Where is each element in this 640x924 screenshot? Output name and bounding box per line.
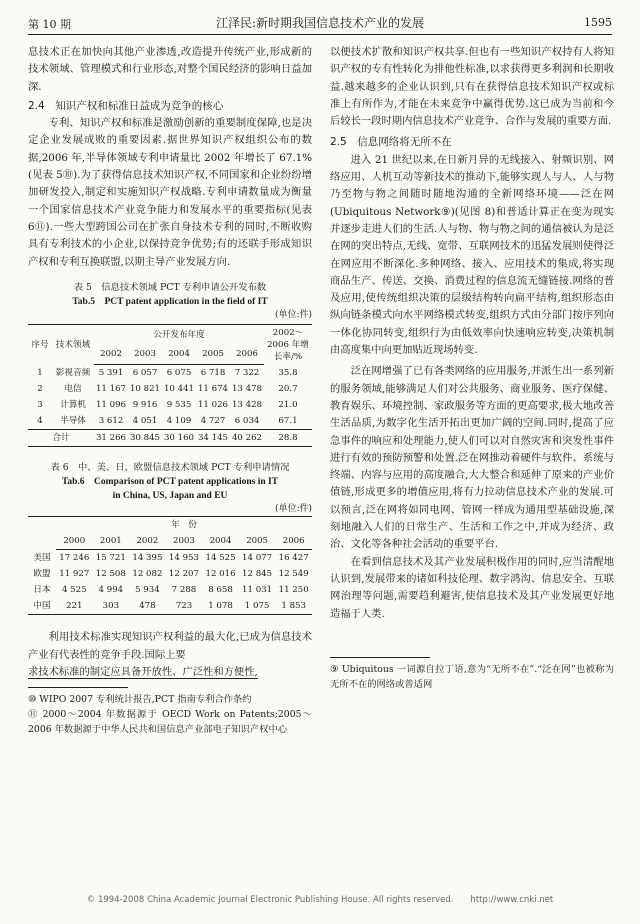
issue-number: 第 10 期 bbox=[28, 18, 71, 31]
table-cell: 4 bbox=[37, 416, 43, 427]
table-header-year: 2001 bbox=[93, 533, 130, 550]
table-cell: 8 658 bbox=[208, 585, 233, 596]
table-header-year: 2002 bbox=[94, 345, 128, 365]
table-row bbox=[28, 413, 312, 430]
section-heading-2-4: 2.4 知识产权和标准日益成为竞争的核心 bbox=[28, 99, 224, 112]
footnote-rule bbox=[28, 687, 128, 688]
table-cell: 3 612 bbox=[98, 416, 124, 427]
table-cell: 9 916 bbox=[132, 400, 158, 411]
table-cell: 影视音频 bbox=[55, 368, 91, 379]
table-cell: 半导体 bbox=[60, 416, 86, 427]
table-cell: 16 427 bbox=[278, 553, 309, 564]
table-header-year: 2004 bbox=[162, 345, 196, 365]
table-cell: 221 bbox=[56, 598, 93, 615]
table-cell: 14 953 bbox=[168, 553, 199, 564]
table-row bbox=[28, 381, 312, 397]
table-cell: 11 927 bbox=[59, 569, 90, 580]
right-column bbox=[330, 44, 614, 692]
table-caption-en: in China, US, Japan and EU bbox=[112, 491, 228, 502]
header-rule bbox=[28, 34, 612, 35]
paragraph: 泛在网增强了已有各类网络的应用服务,并派生出一系列新的服务领域,能够满足人们对公共服务、商业服务、医疗保健、教育娱乐、环境控制、家政服务等方面的更高要求,极大地改善生活品质,为数字化生活开拓出更加广阔的空间.同时,提高了应急事件的响应和处理能力,使人们可以对自然灾害和突发性事件进行有效的预防预警和处置.泛在网推动着硬件与软件、系统与终端、内容与应用的高度融合,大大整合和延伸了原来的产业价值链,形成更多的增值应用,将有力拉动信息技术产业的发展.可以预言,泛在网将如同电网、管网一样成为通用型基础设施,深刻地融入人们的日常生产、生活和工作之中,并成为经济、政治、文化等各种社会活动的重要平台. bbox=[330, 365, 614, 551]
table-row-total bbox=[28, 430, 312, 447]
paragraph: 利用技术标准实现知识产权利益的最大化,已成为信息技术产业有代表性的竞争手段.国际上要 bbox=[28, 631, 312, 661]
table-cell: 12 845 bbox=[242, 569, 273, 580]
table-cell: 4 051 bbox=[132, 416, 158, 427]
table-cell: 7 288 bbox=[171, 585, 197, 596]
table-cell: 1 bbox=[37, 368, 43, 379]
table-cell: 10 441 bbox=[163, 384, 195, 395]
table-cell: 4 994 bbox=[98, 585, 124, 596]
table-cell: 2 bbox=[37, 384, 43, 395]
table-header: 2002～2006 年增长率/% bbox=[264, 324, 312, 365]
table-cell: 7 322 bbox=[234, 368, 260, 379]
table-row bbox=[28, 582, 312, 598]
paragraph: 进入 21 世纪以来,在日新月异的无线接入、射频识别、网络应用、人机互动等新技术的推动下,能够实现人与人、人与物乃至物与物之间随时随地沟通的全新网络环境——泛在网(Ubiquitous Network⑨)(见图 8)和普适计算正在变为现实并逐步走进人们的生活.人与物、物与物之间的通信被认为是泛在网的突出特点,无线、宽带、互联网技术的迅猛发展则使得泛在网应用不断深化.多种网络、接入、应用技术的集成,将实现商品生产、传送、交换、消费过程的信息流无缝链接.网络的普及应用,使传统组织决策的层级结构转向扁平结构,组织形态由纵向链条模式向水平网络模式转变,组织方式由分部门按序列向一体化协同转变,组织行为由低效率向快速响应转变,决策机制由高度集中向更加贴近现场转变. bbox=[330, 153, 614, 357]
table-header-year: 2004 bbox=[202, 533, 239, 550]
table-6 bbox=[28, 461, 312, 615]
table-cell: 303 bbox=[93, 598, 130, 615]
table-row bbox=[28, 598, 312, 615]
table-cell: 中国 bbox=[28, 598, 56, 615]
table-cell: 17 246 bbox=[59, 553, 90, 564]
footnote: ⑩ WIPO 2007 专利统计报告,PCT 指南专利合作条约 bbox=[28, 694, 252, 706]
table-header-year: 2003 bbox=[128, 345, 162, 365]
table-caption: 表 5 信息技术领域 PCT 专利申请公开发布数 bbox=[73, 281, 267, 293]
table-cell: 10 821 bbox=[129, 384, 161, 395]
page-number: 1595 bbox=[584, 16, 612, 29]
paragraph: 在看到信息技术及其产业发展积极作用的同时,应当清醒地认识到,发展带来的诸如科技伦理、数字鸿沟、信息安全、互联网治理等问题,需要趋利避害,使信息技术及其产业发展更好地造福于人类. bbox=[330, 555, 614, 620]
table-row bbox=[28, 566, 312, 582]
table-cell: 欧盟 bbox=[33, 569, 51, 580]
table-caption: 表 6 中、美、日、欧盟信息技术领域 PCT 专利申请情况 bbox=[50, 462, 290, 474]
table-cell: 40 262 bbox=[230, 430, 264, 447]
table-header: 技术领域 bbox=[52, 324, 94, 365]
table-header-year: 2000 bbox=[56, 533, 93, 550]
table-cell: 35.8 bbox=[278, 368, 298, 379]
table-cell: 12 016 bbox=[205, 569, 236, 580]
table-header-year: 2005 bbox=[239, 533, 276, 550]
table-cell: 67.1 bbox=[278, 416, 298, 427]
footnote-rule bbox=[330, 657, 430, 658]
table-cell: 12 082 bbox=[132, 569, 163, 580]
table-cell: 11 031 bbox=[242, 585, 273, 596]
table-cell: 30 160 bbox=[162, 430, 196, 447]
table-row bbox=[28, 397, 312, 413]
table-cell: 12 508 bbox=[95, 569, 126, 580]
table-cell: 11 026 bbox=[197, 400, 229, 411]
table-header-year: 2003 bbox=[166, 533, 203, 550]
table-unit: (单位:件) bbox=[274, 309, 312, 320]
table-cell: 14 077 bbox=[242, 553, 273, 564]
paragraph-underlined: 求技术标准的制定应具备开放性、广泛性和方便性, bbox=[28, 665, 258, 678]
table-5 bbox=[28, 281, 312, 448]
table-cell: 14 525 bbox=[205, 553, 236, 564]
paragraph: 以便技术扩散和知识产权共享.但也有一些知识产权持有人将知识产权的专有性转化为排他性标准,以求获得更多利润和长期收益.越来越多的企业认识到,只有在获得信息技术知识产权或标准上有所作为,才能在未来竞争中赢得优势.这已成为当前和今后较长一段时期内信息技术产业竞争、合作与发展的重要方面. bbox=[330, 46, 614, 128]
table-cell: 30 845 bbox=[128, 430, 162, 447]
table-cell: 6 057 bbox=[132, 368, 158, 379]
table bbox=[28, 324, 312, 448]
footnote: ⑪ 2000～2004 年数据源于 OECD Work on Patents;2005～2006 年数据源于中华人民共和国信息产业部电子知识产权中心 bbox=[28, 709, 312, 736]
table-cell: 11 250 bbox=[278, 585, 309, 596]
table-cell: 34 145 bbox=[196, 430, 230, 447]
table-cell: 4 525 bbox=[61, 585, 87, 596]
table-cell: 计算机 bbox=[60, 400, 86, 411]
table-cell: 4 109 bbox=[166, 416, 192, 427]
table-header: 年 份 bbox=[56, 517, 312, 534]
footnote: ⑨ Ubiquitous 一词源自拉丁语,意为“无所不在”.“泛在网”也被称为无所不在的网络或普适网 bbox=[330, 663, 614, 690]
table bbox=[28, 516, 312, 615]
table-cell: 6 034 bbox=[234, 416, 260, 427]
table-cell: 21.0 bbox=[278, 400, 298, 411]
table-cell: 电信 bbox=[64, 384, 82, 395]
table-header-year: 2006 bbox=[275, 533, 312, 550]
left-column bbox=[28, 44, 312, 737]
table-cell: 6 075 bbox=[166, 368, 192, 379]
table-cell: 1 078 bbox=[202, 598, 239, 615]
table-cell: 5 391 bbox=[98, 368, 124, 379]
table-cell: 11 674 bbox=[197, 384, 229, 395]
table-cell: 合计 bbox=[28, 430, 94, 447]
table-cell: 12 549 bbox=[278, 569, 309, 580]
table-caption-en: Tab.6 Comparison of PCT patent applications in IT bbox=[61, 477, 279, 488]
paragraph: 息技术正在加快向其他产业渗透,改造提升传统产业,形成新的技术领域、管理模式和行业形态,对整个国民经济的影响日益加深. bbox=[28, 46, 312, 93]
table-cell: 1 853 bbox=[275, 598, 312, 615]
table-cell: 3 bbox=[37, 400, 43, 411]
table-cell: 14 395 bbox=[132, 553, 163, 564]
table-cell: 28.8 bbox=[264, 430, 312, 447]
table-cell: 1 075 bbox=[239, 598, 276, 615]
table-row bbox=[28, 365, 312, 382]
table-header: 序号 bbox=[28, 324, 52, 365]
table-cell: 13 428 bbox=[231, 400, 263, 411]
table-cell: 9 535 bbox=[166, 400, 192, 411]
section-heading-2-5: 2.5 信息网络将无所不在 bbox=[330, 136, 452, 149]
table-caption-en: Tab.5 PCT patent application in the field of IT bbox=[72, 296, 268, 307]
table-row bbox=[28, 550, 312, 567]
table-header-year: 2006 bbox=[230, 345, 264, 365]
table-cell: 15 721 bbox=[95, 553, 126, 564]
table-header-year: 2002 bbox=[129, 533, 166, 550]
table-header-year: 2005 bbox=[196, 345, 230, 365]
table-cell: 20.7 bbox=[278, 384, 298, 395]
table-cell: 12 207 bbox=[168, 569, 199, 580]
table-cell: 日本 bbox=[33, 585, 51, 596]
table-cell: 11 096 bbox=[95, 400, 127, 411]
table-cell: 4 727 bbox=[200, 416, 226, 427]
table-cell: 723 bbox=[166, 598, 203, 615]
table-cell: 13 478 bbox=[231, 384, 263, 395]
table-cell: 5 934 bbox=[135, 585, 160, 596]
table-cell: 11 167 bbox=[95, 384, 127, 395]
table-cell: 478 bbox=[129, 598, 166, 615]
table-cell: 6 718 bbox=[200, 368, 226, 379]
table-cell: 31 266 bbox=[94, 430, 128, 447]
running-header bbox=[28, 12, 612, 34]
table-cell: 美国 bbox=[33, 553, 51, 564]
running-title: 江泽民:新时期我国信息技术产业的发展 bbox=[215, 16, 425, 30]
table-header: 公开发布年度 bbox=[94, 324, 264, 344]
table-unit: (单位:件) bbox=[274, 504, 312, 515]
paragraph: 专利、知识产权和标准是激励创新的重要制度保障,也是决定企业发展成败的重要因素.据世界知识产权组织公布的数据,2006 年,半导体领域专利申请量比 2002 年增长了 67.1%(见表 5⑩).为了获得信息技术知识产权,不同国家和企业纷纷增加研发投入,制定和实施知识产权战略.专利申请数量成为衡量一个国家信息技术产业竞争能力和发展水平的重要指标(见表 6⑪).一些大型跨国公司在扩张自身技术专利的同时,不断收购具有专利技术的小企业,以保持竞争优势;有的还联手形成知识产权和专利互换联盟,以期主导产业发展方向. bbox=[28, 117, 312, 268]
copyright-footer: © 1994-2008 China Academic Journal Electronic Publishing House. All rights reserved. http://www.cnki.net bbox=[86, 895, 554, 905]
